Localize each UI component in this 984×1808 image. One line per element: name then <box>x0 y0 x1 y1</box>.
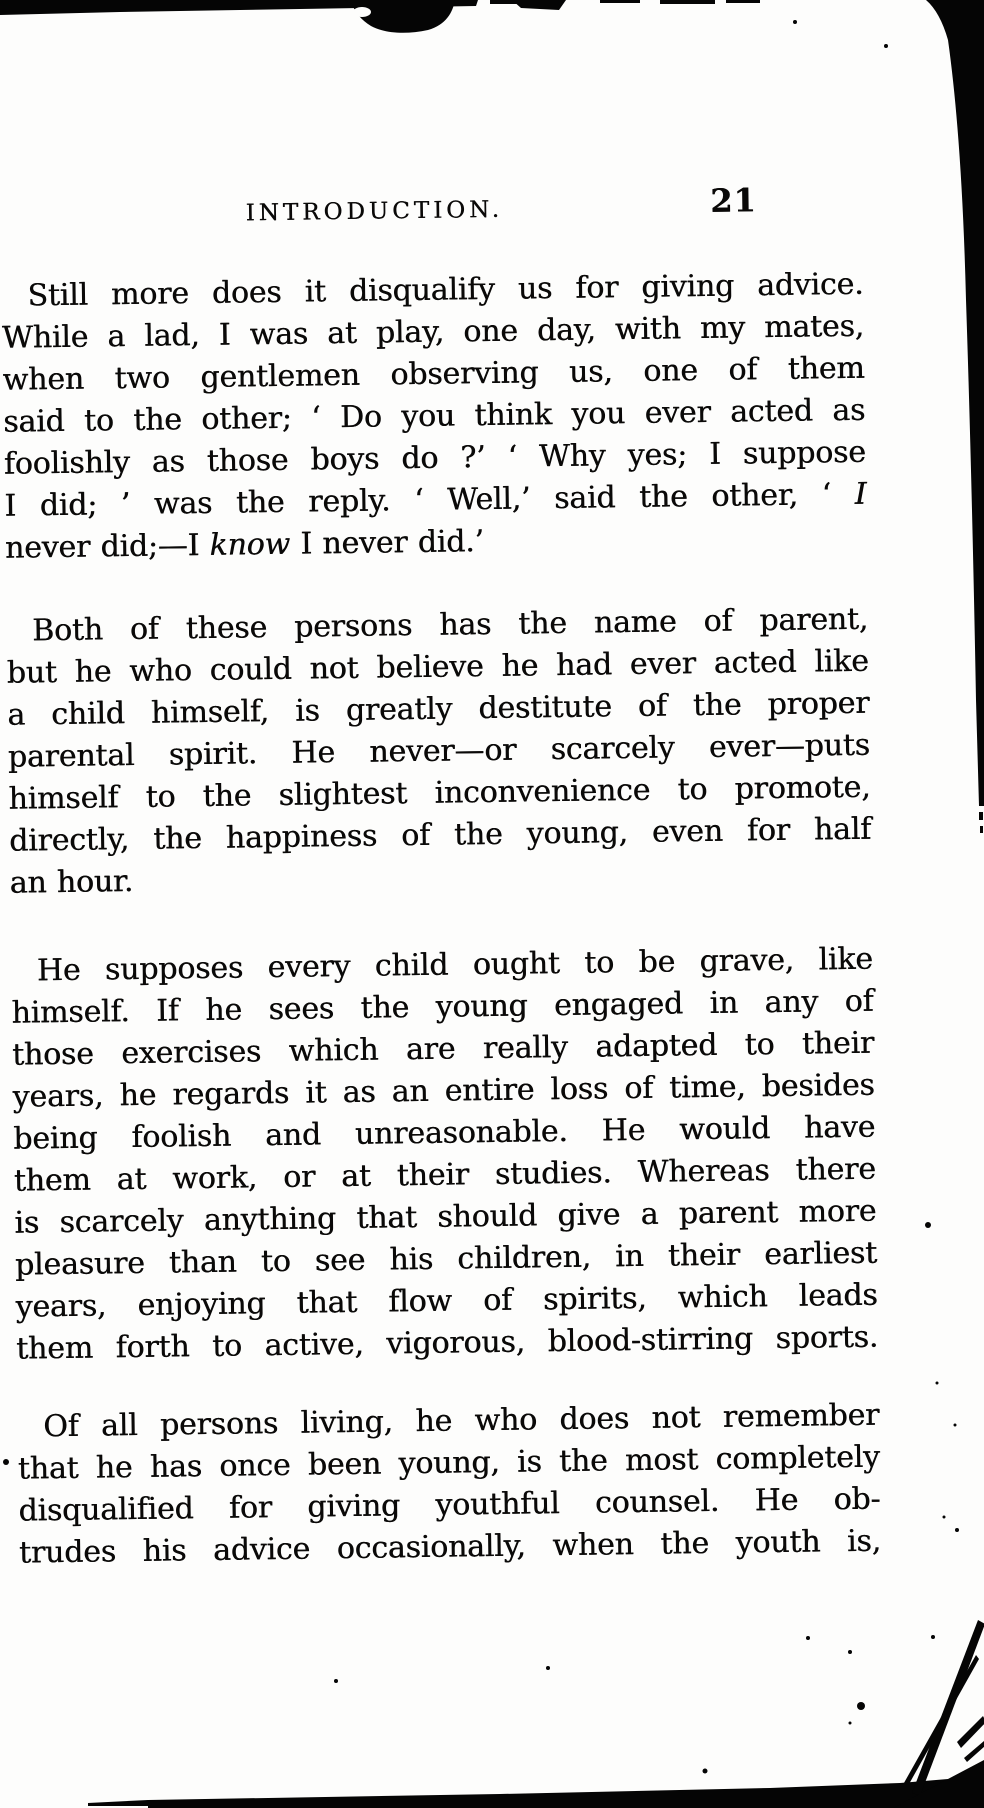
text-line: said to the other; ‘ Do you think you ever acted as <box>2 392 866 440</box>
running-header-title: INTRODUCTION. <box>245 196 504 227</box>
page-number: 21 <box>709 181 757 220</box>
text-line: himself. If he sees the young engaged in any of <box>11 983 874 1031</box>
text-line: Of all persons living, he who does not remember <box>43 1397 880 1445</box>
text-line: years, enjoying that flow of spirits, which leads <box>15 1277 878 1325</box>
text-line: While a lad, I was at play, one day, with my mates, <box>1 308 865 356</box>
text-line: disqualified for giving youthful counsel. He ob- <box>18 1481 881 1529</box>
text-line: never did;—I know I never did.’ <box>4 524 485 566</box>
text-line: parental spirit. He never—or scarcely ever—puts <box>7 727 871 775</box>
text-line: years, he regards it as an entire loss of time, besides <box>12 1067 875 1115</box>
text-line: pleasure than to see his children, in their earliest <box>14 1235 878 1283</box>
text-line: is scarcely anything that should give a parent more <box>14 1193 877 1241</box>
text-line: that he has once been young, is the most completely <box>17 1439 881 1487</box>
text-line: trudes his advice occasionally, when the youth is, <box>18 1523 882 1571</box>
text-line: them at work, or at their studies. Whereas there <box>13 1151 876 1199</box>
text-line: being foolish and unreasonable. He would have <box>12 1109 876 1157</box>
text-line: when two gentlemen observing us, one of them <box>2 350 865 398</box>
text-line: Still more does it disqualify us for giving advice. <box>27 266 864 314</box>
paragraph <box>1 264 867 570</box>
text-line: himself to the slightest inconvenience to promote, <box>8 769 871 817</box>
text-line: foolishly as those boys do ?’ ‘ Why yes; I suppose <box>3 434 866 482</box>
text-line: I did; ’ was the reply. ‘ Well,’ said the other, ‘ I <box>4 476 867 524</box>
paragraph <box>11 939 879 1371</box>
text-line: but he who could not believe he had ever acted like <box>6 643 869 691</box>
text-line: a child himself, is greatly destitute of the proper <box>7 685 870 733</box>
text-line: an hour. <box>9 864 134 901</box>
text-line: them forth to active, vigorous, blood-stirring sports. <box>15 1319 879 1367</box>
text-line: He supposes every child ought to be grave, like <box>36 941 874 989</box>
paragraph <box>6 599 872 905</box>
text-line: Both of these persons has the name of parent, <box>31 601 869 649</box>
text-line: those exercises which are really adapted to their <box>11 1025 875 1073</box>
paragraph <box>17 1395 881 1575</box>
text-line: directly, the happiness of the young, even for half <box>8 811 872 859</box>
